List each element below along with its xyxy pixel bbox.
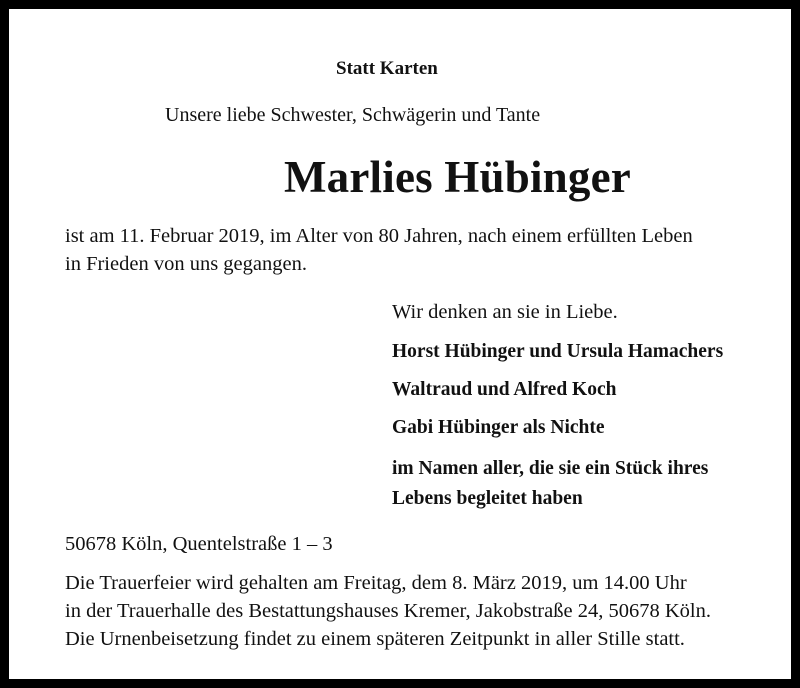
mourners-list (392, 339, 723, 513)
service-line: Die Trauerfeier wird gehalten am Freitag, dem 8. März 2019, um 14.00 Uhr (65, 572, 687, 594)
service-line: Die Urnenbeisetzung findet zu einem späteren Zeitpunkt in aller Stille statt. (65, 628, 685, 650)
closing-line: im Namen aller, die sie ein Stück ihres (392, 458, 709, 479)
notice-header: Statt Karten (336, 58, 438, 79)
remembrance-line: Wir denken an sie in Liebe. (392, 301, 618, 323)
address-line: 50678 Köln, Quentelstraße 1 – 3 (65, 533, 333, 555)
mourner-name: Waltraud und Alfred Koch (392, 379, 617, 400)
announcement-line: in Frieden von uns gegangen. (65, 253, 307, 275)
death-announcement (65, 222, 693, 278)
deceased-name: Marlies Hübinger (284, 152, 631, 202)
closing-line: Lebens begleitet haben (392, 488, 583, 509)
mourner-name: Horst Hübinger und Ursula Hamachers (392, 341, 724, 362)
announcement-line: ist am 11. Februar 2019, im Alter von 80 Jahren, nach einem erfüllten Leben (65, 225, 693, 247)
service-details (65, 569, 711, 653)
service-line: in der Trauerhalle des Bestattungshauses Kremer, Jakobstraße 24, 50678 Köln. (65, 600, 711, 622)
mourner-name: Gabi Hübinger als Nichte (392, 417, 605, 438)
intro-line: Unsere liebe Schwester, Schwägerin und Tante (165, 104, 541, 126)
